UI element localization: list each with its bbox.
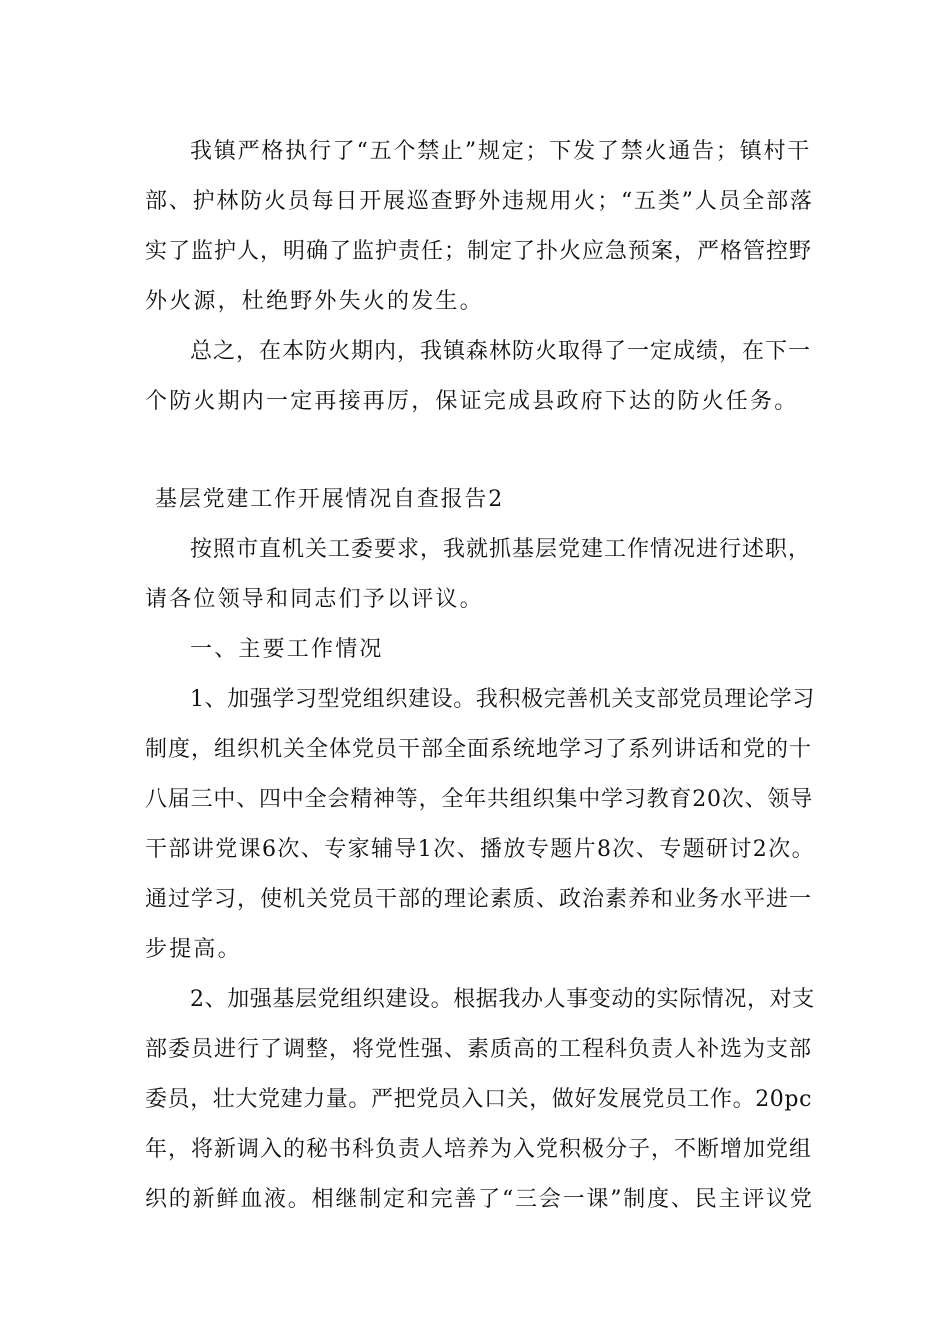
section-heading: 一、主要工作情况 — [190, 637, 384, 662]
paragraph-line: 八届三中、四中全会精神等，全年共组织集中学习教育20次、领导 — [145, 787, 813, 812]
paragraph-line: 委员，壮大党建力量。严把党员入口关，做好发展党员工作。20pc — [145, 1087, 813, 1112]
paragraph-line: 部委员进行了调整，将党性强、素质高的工程科负责人补选为支部 — [145, 1037, 813, 1062]
report-title: 基层党建工作开展情况自查报告2 — [155, 487, 504, 512]
paragraph-line: 制度，组织机关全体党员干部全面系统地学习了系列讲话和党的十 — [145, 737, 813, 762]
paragraph-line: 年，将新调入的秘书科负责人培养为入党积极分子，不断增加党组 — [145, 1137, 813, 1162]
paragraph-line: 部、护林防火员每日开展巡查野外违规用火；“五类”人员全部落 — [145, 189, 814, 214]
paragraph-line: 通过学习，使机关党员干部的理论素质、政治素养和业务水平进一 — [145, 887, 813, 912]
paragraph-line: 总之，在本防火期内，我镇森林防火取得了一定成绩，在下一 — [190, 339, 812, 364]
paragraph-line: 按照市直机关工委要求，我就抓基层党建工作情况进行述职， — [190, 537, 812, 562]
paragraph-line: 干部讲党课6次、专家辅导1次、播放专题片8次、专题研讨2次。 — [145, 837, 815, 862]
paragraph-line: 个防火期内一定再接再厉，保证完成县政府下达的防火任务。 — [145, 389, 799, 414]
paragraph-line: 实了监护人，明确了监护责任；制定了扑火应急预案，严格管控野 — [145, 239, 813, 264]
paragraph-line: 2、加强基层党组织建设。根据我办人事变动的实际情况，对支 — [190, 987, 815, 1012]
paragraph-line: 1、加强学习型党组织建设。我积极完善机关支部党员理论学习 — [190, 687, 815, 712]
paragraph-line: 步提高。 — [145, 937, 242, 962]
paragraph-line: 外火源，杜绝野外失火的发生。 — [145, 289, 484, 314]
paragraph-line: 织的新鲜血液。相继制定和完善了“三会一课”制度、民主评议党 — [145, 1187, 814, 1212]
paragraph-line: 请各位领导和同志们予以评议。 — [145, 587, 484, 612]
paragraph-line: 我镇严格执行了“五个禁止”规定；下发了禁火通告；镇村干 — [190, 139, 812, 164]
